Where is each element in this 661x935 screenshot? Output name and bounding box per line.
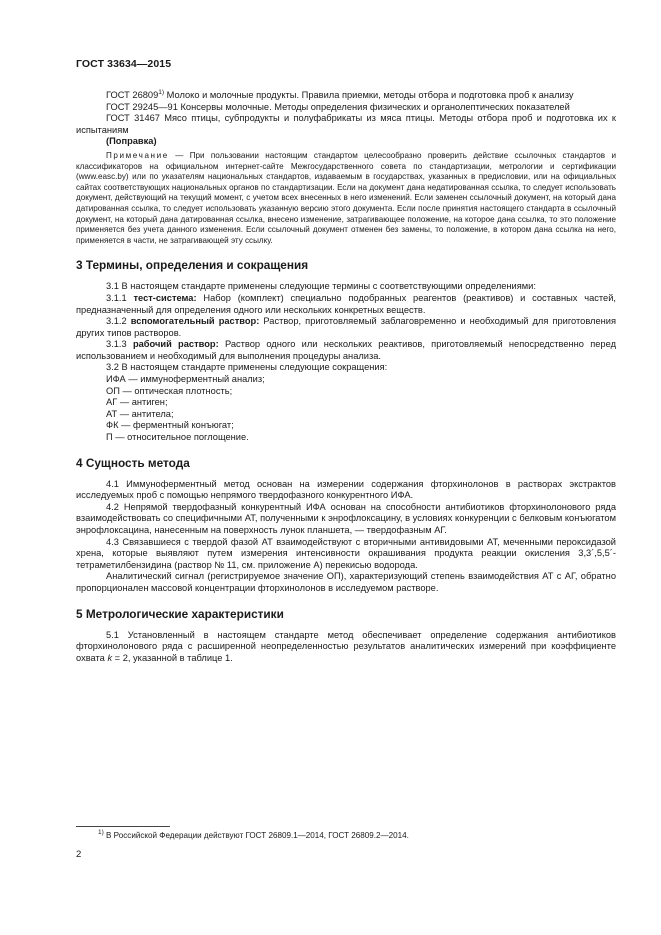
clause-5-1 (76, 630, 616, 665)
reference-title: Молоко и молочные продукты. Правила приемки, методы отбора и подготовка проб к анализу (164, 90, 574, 100)
clause-4-3: 4.3 Связавшиеся с твердой фазой АТ взаимодействуют с вторичными антивидовыми АТ, меченными пероксидазой хрена, которые выявляют путем измерения интенсивности окрашивания продукта реакции окисления 3,3´,5,5´-тетраметилбензидина (раствор № 11, см. приложение А) перекисью водорода. (76, 536, 616, 570)
note-label: Примечание (106, 150, 169, 160)
clause-text: 5.1 Установленный в настоящем стандарте метод обеспечивает определение содержания антибиотиков фторхинолонового ряда с расширенной неопределенностью результатов аналитических измерений при коэффициенте охвата (76, 629, 616, 663)
section-3-heading: 3 Термины, определения и сокращения (76, 258, 309, 273)
reference-gost-29245: ГОСТ 29245—91 Консервы молочные. Методы определения физических и органолептических показателей (106, 101, 570, 112)
abbreviation-item: ФК — ферментный конъюгат; (106, 420, 234, 431)
clause-3-1-2 (76, 316, 616, 339)
footnote-marker: 1) (98, 829, 104, 836)
clause-3-1: 3.1 В настоящем стандарте применены следующие термины с соответствующими определениями: (106, 281, 536, 292)
abbreviation-item: ИФА — иммуноферментный анализ; (106, 374, 265, 385)
note-paragraph (76, 151, 616, 246)
term-definition: Раствор одного или нескольких реактивов, приготовляемый непосредственно перед использованием и необходимый для выполнения процедуры анализа. (76, 339, 616, 361)
document-header: ГОСТ 33634—2015 (76, 58, 172, 70)
clause-3-1-1 (76, 293, 616, 316)
footnote-marker: 1) (158, 89, 165, 96)
clause-text: = 2, указанной в таблице 1. (112, 652, 233, 663)
coverage-factor-symbol: k (107, 652, 113, 663)
footnote-separator (76, 826, 170, 827)
abbreviation-item: ОП — оптическая плотность; (106, 385, 233, 396)
clause-4-3-continuation: Аналитический сигнал (регистрируемое значение ОП), характеризующий степень взаимодействия АТ с АГ, обратно пропорционален массовой концентрации фторхинолонов в исследуемом растворе. (76, 571, 616, 593)
term-definition: Раствор, приготовляемый заблаговременно и необходимый для приготовления других типов растворов. (76, 316, 616, 338)
reference-code: ГОСТ 26809 (106, 90, 159, 100)
clause-number: 3.1.2 (106, 316, 131, 327)
page-number: 2 (76, 849, 82, 860)
clause-4-1: 4.1 Иммуноферментный метод основан на измерении содержания фторхинолонов в растворах экстрактов исследуемых проб с помощью непрямого твердофазного конкурентного ИФА. (76, 478, 616, 501)
term-working-solution: рабочий раствор: (132, 339, 219, 350)
abbreviation-item: П — относительное поглощение. (106, 432, 249, 443)
reference-gost-26809 (76, 90, 616, 102)
clause-number: 3.1.1 (106, 292, 134, 303)
clause-3-2: 3.2 В настоящем стандарте применены следующие сокращения: (106, 362, 388, 373)
abbreviation-item: АГ — антиген; (106, 397, 168, 408)
section-5-heading: 5 Метрологические характеристики (76, 606, 284, 621)
section-4-heading: 4 Сущность метода (76, 455, 190, 470)
footnote (76, 831, 616, 841)
term-definition: Набор (комплект) специально подобранных реагентов (реактивов) и составных частей, предназначенный для определения одного или нескольких конкретных веществ. (76, 292, 616, 315)
clause-number: 3.1.3 (106, 339, 133, 350)
term-test-system: тест-система: (133, 292, 197, 303)
footnote-text: В Российской Федерации действуют ГОСТ 26809.1—2014, ГОСТ 26809.2—2014. (103, 831, 409, 840)
clause-4-2: 4.2 Непрямой твердофазный конкурентный ИФА основан на способности антибиотиков фторхинолонового ряда взаимодействовать со специфичными АТ, полученными к энрофлоксацину, в условиях конкуренции с белковым конъюгатом энрофлоксацина, нанесенным на поверхность лунок планшета, — твердофазным АГ. (76, 501, 616, 535)
amendment-label: (Поправка) (106, 136, 157, 147)
clause-3-1-3 (76, 339, 616, 362)
abbreviation-item: АТ — антитела; (106, 408, 174, 419)
reference-gost-31467: ГОСТ 31467 Мясо птицы, субпродукты и полуфабрикаты из мяса птицы. Методы отбора проб и подготовка их к испытаниям (76, 113, 616, 135)
document-content (76, 90, 616, 664)
term-auxiliary-solution: вспомогательный раствор: (130, 316, 260, 327)
note-text: — При пользовании настоящим стандартом целесообразно проверить действие ссылочных стандартов и классификаторов на официальном интернет-сайте Межгосударственного совета по стандартизации, метрологии и сертификации (www.easc.by) или по указателям национальных стандартов, издаваемым в государствах, указанных в предисловии, или на официальных сайтах соответствующих национальных органов по стандартизации. Если на документ дана недатированная ссылка, то следует использовать документ, действующий на текущий момент, с учетом всех внесенных в него изменений. Если заменен ссылочный документ, на который дана датированная ссылка, то следует использовать указанную версию этого документа. Если после принятия настоящего стандарта в ссылочный документ, на который дана датированная ссылка, внесено изменение, затрагивающее положение, на которое дана ссылка, то это положение применяется без учета данного изменения. Если ссылочный документ отменен без замены, то положение, в котором дана ссылка на него, применяется в части, не затрагивающей эту ссылку. (76, 150, 616, 245)
